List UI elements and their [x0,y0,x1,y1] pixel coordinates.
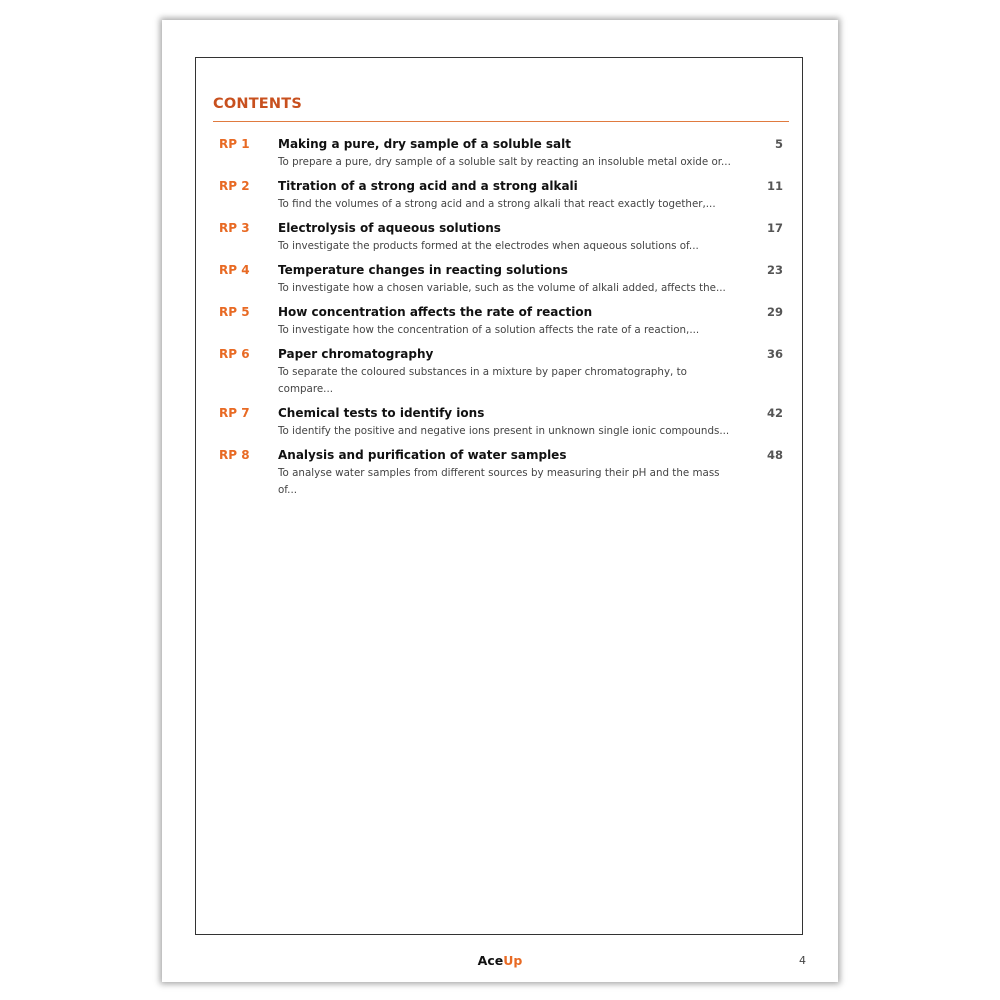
toc-entry-title: Making a pure, dry sample of a soluble salt [278,137,571,151]
toc-entry-page: 42 [766,406,783,420]
toc-entry-body [278,176,733,213]
toc-entry-body [278,344,693,398]
toc-entry-page: 17 [766,221,783,235]
table-of-contents [213,134,789,504]
toc-entry-page: 5 [774,137,783,151]
content-frame [195,57,803,935]
toc-entry-title: Temperature changes in reacting solutions [278,263,568,277]
toc-entry[interactable] [213,445,789,499]
toc-entry-title: Analysis and purification of water samples [278,448,567,462]
toc-entry-description: To find the volumes of a strong acid and a strong alkali that react exactly together,... [278,198,716,210]
toc-entry-page: 23 [766,263,783,277]
toc-entry-page: 36 [766,347,783,361]
toc-entry[interactable] [213,344,789,398]
toc-entry-body [278,302,733,339]
toc-entry[interactable] [213,134,789,171]
toc-entry-title: Titration of a strong acid and a strong alkali [278,179,578,193]
toc-entry[interactable] [213,176,789,213]
toc-entry-description: To separate the coloured substances in a mixture by paper chromatography, to compare... [278,366,687,395]
toc-entry-description: To investigate how a chosen variable, such as the volume of alkali added, affects the... [278,282,726,294]
toc-entry[interactable] [213,403,789,440]
toc-entry-code: RP 2 [219,179,250,193]
toc-entry-description: To investigate how the concentration of a solution affects the rate of a reaction,... [278,324,700,336]
toc-entry-description: To investigate the products formed at the electrodes when aqueous solutions of... [278,240,699,252]
toc-entry-title: Paper chromatography [278,347,434,361]
toc-entry-page: 11 [766,179,783,193]
toc-entry-code: RP 6 [219,347,250,361]
toc-entry-code: RP 4 [219,263,250,277]
footer-page-number: 4 [799,954,806,967]
toc-entry-title: Chemical tests to identify ions [278,406,485,420]
toc-entry-body [278,445,723,499]
footer-brand-logo [162,953,838,968]
contents-heading: CONTENTS [213,96,302,112]
toc-entry-body [278,134,733,171]
toc-entry-description: To analyse water samples from different sources by measuring their pH and the mass of... [278,467,720,496]
toc-entry-body [278,218,733,255]
toc-entry-body [278,260,733,297]
toc-entry-code: RP 5 [219,305,250,319]
toc-entry-description: To identify the positive and negative ions present in unknown single ionic compounds... [278,425,730,437]
toc-entry-code: RP 1 [219,137,250,151]
toc-entry[interactable] [213,260,789,297]
toc-entry-description: To prepare a pure, dry sample of a soluble salt by reacting an insoluble metal oxide or... [278,156,731,168]
toc-entry[interactable] [213,302,789,339]
toc-entry-title: Electrolysis of aqueous solutions [278,221,501,235]
toc-entry-title: How concentration affects the rate of reaction [278,305,593,319]
brand-name-accent: Up [503,953,523,968]
toc-entry-body [278,403,733,440]
brand-name-main: Ace [477,953,504,968]
toc-entry-page: 48 [766,448,783,462]
heading-rule [213,121,789,122]
toc-entry-code: RP 7 [219,406,250,420]
toc-entry[interactable] [213,218,789,255]
toc-entry-code: RP 8 [219,448,250,462]
toc-entry-page: 29 [766,305,783,319]
toc-entry-code: RP 3 [219,221,250,235]
document-page [162,20,838,982]
